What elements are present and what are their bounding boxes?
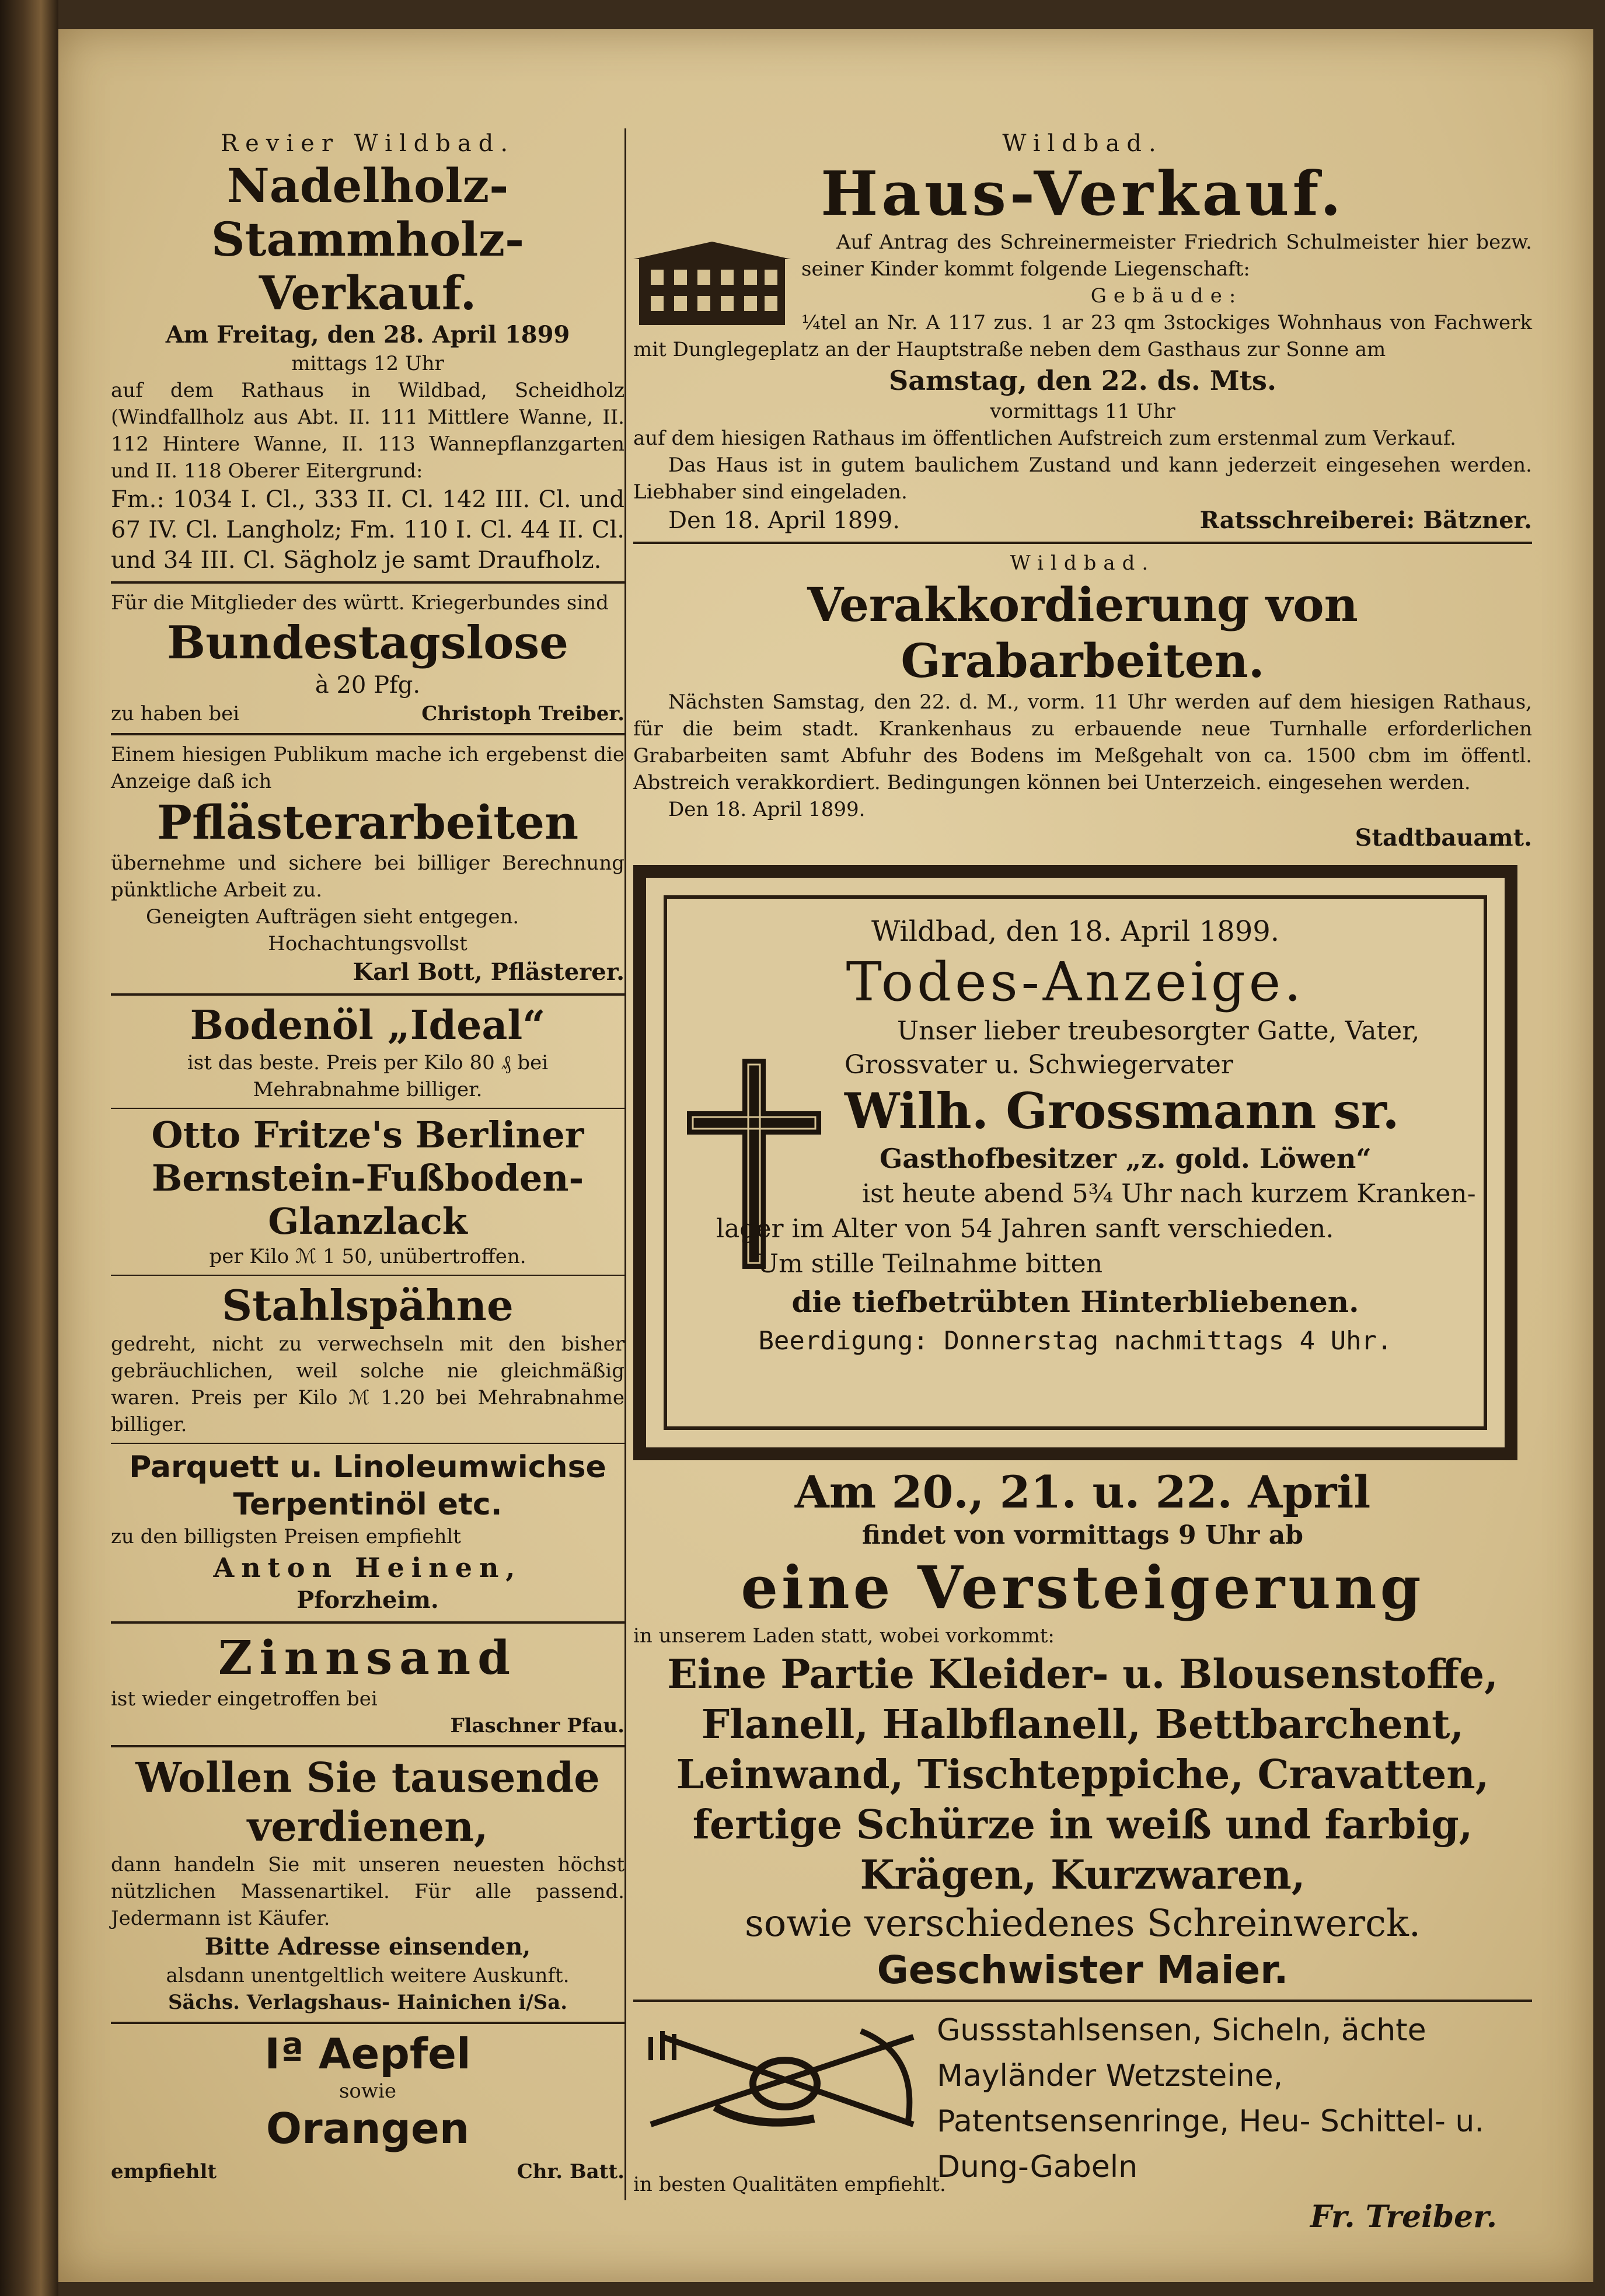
fritze-price: per Kilo ℳ 1 50, unübertroffen. [209,1245,526,1268]
todes-title: Todes-Anzeige. [846,951,1305,1013]
left-column [111,117,624,2185]
haus-date: Samstag, den 22. ds. Mts. [889,365,1276,396]
pflaster-name: Karl Bott, Pflästerer. [353,958,624,986]
haus-datum: Den 18. April 1899. [668,507,900,534]
aepfel-title: Iª Aepfel [264,2029,471,2078]
verst-goods2: sowie verschiedenes Schreinwerck. [744,1902,1421,1945]
stahl-title: Stahlspähne [222,1280,514,1330]
bodenol-body: ist das beste. Preis per Kilo 80 ₰ bei Mehrabnahme billiger. [187,1051,549,1101]
grab-location: Wildbad. [1010,552,1156,575]
divider [633,2000,1532,2002]
bundes-name: Christoph Treiber. [421,702,624,725]
parquett-name: Anton Heinen, [213,1552,522,1583]
wollen-body2: alsdann unentgeltlich weitere Auskunft. [166,1964,570,1987]
todes-burial: Beerdigung: Donnerstag nachmittags 4 Uhr. [758,1326,1393,1356]
todes-line3: ist heute abend 5¾ Uhr nach kurzem Kranken- [862,1179,1476,1209]
bundes-title: Bundestagslose [167,616,568,669]
nadelholz-body: auf dem Rathaus in Wildbad, Scheidholz (Windfallholz aus Abt. II. 111 Mittlere Wanne, II. 112 Hintere Wanne, II. 113 Wannepflanzgarten und II. 118 Oberer Eitergrund: [111,379,624,483]
haus-time: vormittags 11 Uhr [990,400,1175,423]
orangen-title: Orangen [266,2104,470,2153]
todes-family: die tiefbetrübten Hinterbliebenen. [791,1285,1359,1319]
verst-goods: Eine Partie Kleider- u. Blousenstoffe, Flanell, Halbflanell, Bettbarchent, Leinwand, Tischteppiche, Cravatten, fertige Schürze in weiß und farbig, Krägen, Kurzwaren, [667,1651,1498,1899]
divider [111,1443,624,1444]
haus-body3: auf dem hiesigen Rathaus im öffentlichen Aufstreich zum erstenmal zum Verkauf. [633,427,1456,450]
bodenol-title: Bodenöl „Ideal“ [190,1002,546,1049]
zinn-title: Zinnsand [218,1630,518,1685]
divider [111,581,624,584]
wollen-bitte: Bitte Adresse einsenden, [204,1933,531,1960]
nadelholz-time: mittags 12 Uhr [291,352,444,375]
death-notice-content [669,913,1481,1360]
parquett-city: Pforzheim. [296,1586,439,1614]
grab-datum: Den 18. April 1899. [668,798,866,821]
todes-line4: lager im Alter von 54 Jahren sanft verschieden. [716,1214,1334,1244]
grab-signer: Stadtbauamt. [1355,824,1532,852]
stahl-body: gedreht, nicht zu verwechseln mit den bisher gebräuchlichen, weil solche nie gleichmäßig waren. Preis per Kilo ℳ 1.20 bei Mehrabnahme billiger. [111,1332,624,1436]
verst-time: findet von vormittags 9 Uhr ab [861,1520,1304,1550]
todes-line5: Um stille Teilnahme bitten [757,1249,1103,1279]
divider [111,1621,624,1624]
divider [111,1745,624,1747]
haus-body: Auf Antrag des Schreinermeister Friedrich Schulmeister hier bezw. seiner Kinder kommt folgende Liegenschaft: [801,231,1532,281]
wollen-body: dann handeln Sie mit unseren neuesten höchst nützlichen Massenartikel. Für alle passend. Jedermann ist Käufer. [111,1853,624,1930]
farm-tools-icon [639,2019,931,2136]
sensen-quality: in besten Qualitäten empfiehlt. [633,2173,946,2196]
verst-date: Am 20., 21. u. 22. April [794,1466,1371,1518]
pflaster-title: Pflästerarbeiten [156,795,579,850]
sensen-body: Gussstahlsensen, Sicheln, ächte Mayländer Wetzsteine, Patentsensenringe, Heu- Schittel- u. Dung-Gabeln [937,2013,1484,2185]
haus-body2: ¼tel an Nr. A 117 zus. 1 ar 23 qm 3stockiges Wohnhaus von Fachwerk mit Dunglegeplatz an der Hauptstraße neben dem Gasthaus zur Sonne am [633,311,1532,361]
todes-date: Wildbad, den 18. April 1899. [871,915,1280,948]
nadelholz-title: Nadelholz-Stammholz-Verkauf. [211,158,525,320]
parquett-title: Parquett u. Linoleumwichse Terpentinöl etc. [129,1450,606,1522]
krieger-intro: Für die Mitglieder des württ. Kriegerbundes sind [111,591,609,615]
verst-title: eine Versteigerung [741,1553,1425,1622]
aepfel-name: Chr. Batt. [517,2160,624,2183]
right-column [633,117,1532,2236]
divider [111,1108,624,1109]
haus-location: Wildbad. [1002,130,1163,157]
divider [111,733,624,735]
column-divider [624,128,626,2200]
aepfel-seller [111,2158,624,2185]
nadelholz-volumes: Fm.: 1034 I. Cl., 333 II. Cl. 142 III. Cl. und 67 IV. Cl. Langholz; Fm. 110 I. Cl. 44 II. Cl. und 34 III. Cl. Sägholz je samt Draufholz. [111,486,624,574]
bundes-seller [111,700,624,727]
pflaster-hochachtung: Hochachtungsvollst [268,932,467,955]
death-notice-frame [633,865,1517,1460]
grab-title: Verakkordierung von Grabarbeiten. [807,577,1358,688]
zinn-name: Flaschner Pfau. [450,1714,624,1737]
verst-body: in unserem Laden statt, wobei vorkommt: [633,1624,1055,1648]
bundes-price: à 20 Pfg. [315,672,421,699]
book-spine [0,0,58,2296]
divider [111,2022,624,2024]
fritze-title: Otto Fritze's Berliner Bernstein-Fußboden-Glanzlack [151,1114,584,1243]
todes-line1: Unser lieber treubesorgter Gatte, Vater, [897,1016,1420,1046]
pflaster-intro: Einem hiesigen Publikum mache ich ergebenst die Anzeige daß ich [111,743,624,793]
aepfel-empfiehlt: empfiehlt [111,2160,217,2183]
haus-signer: Ratsschreiberei: Bätzner. [1199,507,1532,534]
pflaster-body: übernehme und sichere bei billiger Berechnung pünktliche Arbeit zu. [111,852,624,902]
wollen-name: Sächs. Verlagshaus- Hainichen i/Sa. [168,1991,568,2014]
zinn-body: ist wieder eingetroffen bei [111,1687,378,1711]
haus-body4: Das Haus ist in gutem baulichem Zustand und kann jederzeit eingesehen werden. Liebhaber sind eingeladen. [633,453,1532,504]
grab-body: Nächsten Samstag, den 22. d. M., vorm. 11 Uhr werden auf dem hiesigen Rathaus, für die beim stadt. Krankenhaus zu erbauende neue Turnhalle erforderlichen Grabarbeiten samt Abfuhr des Bodens im Meßgehalt von ca. 1500 cbm im öffentl. Abstreich verakkordiert. Bedingungen können bei Unterzeich. eingesehen werden. [633,690,1532,794]
haus-title: Haus-Verkauf. [821,158,1345,229]
todes-name: Wilh. Grossmann sr. [845,1082,1400,1140]
divider [633,542,1532,544]
haus-gebaude: Gebäude: [1090,284,1243,308]
sensen-name: Fr. Treiber. [1310,2199,1497,2235]
pflaster-body2: Geneigten Aufträgen sieht entgegen. [146,905,519,929]
haus-body-block [633,229,1532,536]
divider [111,1275,624,1276]
bundes-from: zu haben bei [111,702,240,725]
todes-role: Gasthofbesitzer „z. gold. Löwen“ [880,1143,1372,1174]
parquett-body: zu den billigsten Preisen empfiehlt [111,1525,461,1548]
haus-footer [633,505,1532,536]
aepfel-sowie: sowie [339,2079,396,2103]
todes-line2: Grossvater u. Schwiegervater [845,1050,1233,1080]
wollen-title: Wollen Sie tausende verdienen, [135,1753,600,1851]
nadelholz-date: Am Freitag, den 28. April 1899 [165,321,570,348]
divider [111,993,624,996]
revier-heading: Revier Wildbad. [220,130,515,157]
house-illustration-icon [633,240,791,328]
verst-name: Geschwister Maier. [877,1948,1289,1993]
